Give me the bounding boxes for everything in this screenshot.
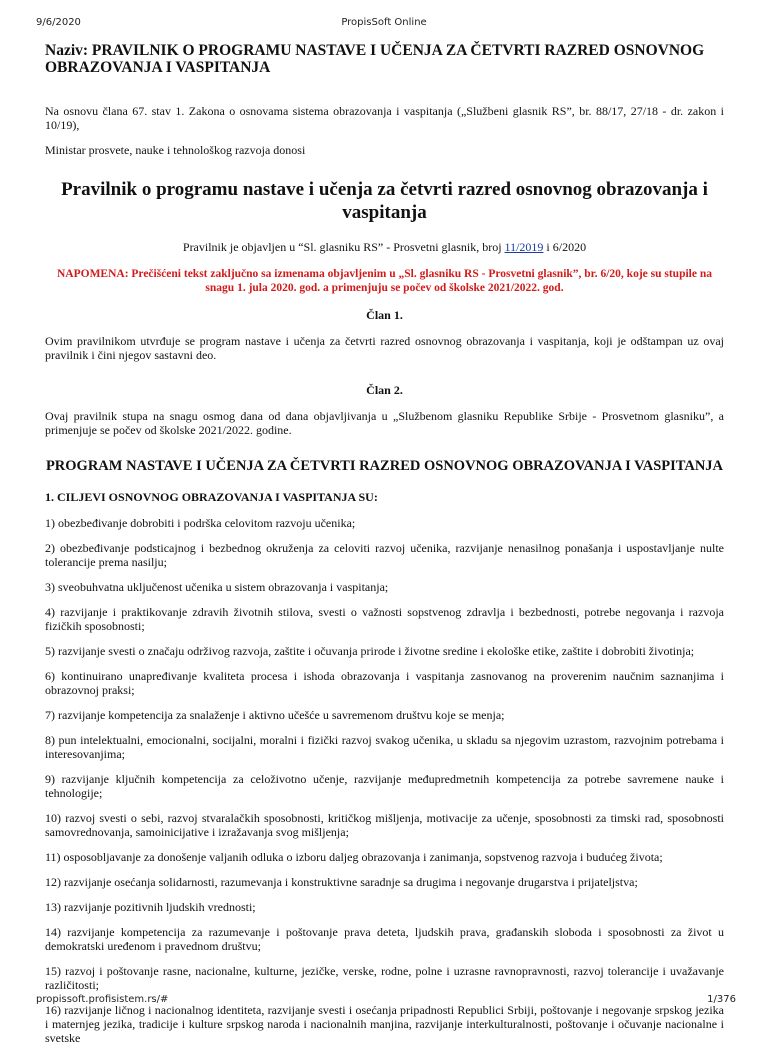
- goal-item: 16) razvijanje ličnog i nacionalnog identiteta, razvijanje svesti i osećanja pripadnosti Republici Srbiji, poštovanje i negovanje srpskog jezika i maternjeg jezika, tradicije i kulture srpskog naroda i nacionalnih manjina, razvijanje interkulturalnosti, poštovanje i očuvanje nacionalne i svetske: [45, 1003, 724, 1045]
- legal-basis: Na osnovu člana 67. stav 1. Zakona o osnovama sistema obrazovanja i vaspitanja („Službeni glasnik RS”, br. 88/17, 27/18 - dr. zakon i 10/19),: [45, 104, 724, 132]
- print-header: [0, 17, 768, 31]
- minister-line: Ministar prosvete, nauke i tehnološkog razvoja donosi: [45, 143, 306, 157]
- article-1-text: Ovim pravilnikom utvrđuje se program nastave i učenja za četvrti razred osnovnog obrazovanja i vaspitanja, koji je odštampan uz ovaj pravilnik i čini njegov sastavni deo.: [45, 334, 724, 362]
- goal-item: 5) razvijanje svesti o značaju održivog razvoja, zaštite i očuvanja prirode i životne sredine i ekološke etike, zaštite i dobrobiti životinja;: [45, 644, 695, 658]
- goal-item: 13) razvijanje pozitivnih ljudskih vrednosti;: [45, 900, 256, 914]
- goal-item: 3) sveobuhvatna uključenost učenika u sistem obrazovanja i vaspitanja;: [45, 580, 389, 594]
- publication-suffix: i 6/2020: [543, 240, 587, 254]
- print-footer-page: 1/376: [707, 994, 736, 1005]
- goal-item: 10) razvoj svesti o sebi, razvoj stvaralačkih sposobnosti, kritičkog mišljenja, motivacije za učenje, sposobnosti za timski rad, sposobnosti samovrednovanja, samoinicijative i izražavanja svog mišljenja;: [45, 811, 724, 839]
- goal-item: 7) razvijanje kompetencija za snalaženje i aktivno učešće u savremenom društvu koje se menja;: [45, 708, 505, 722]
- goal-item: 15) razvoj i poštovanje rasne, nacionalne, kulturne, jezičke, verske, rodne, polne i uzrasne ravnopravnosti, razvoj tolerancije i uvažavanje različitosti;: [45, 964, 724, 992]
- article-2-title: Član 2.: [366, 383, 403, 397]
- goal-item: 4) razvijanje i praktikovanje zdravih životnih stilova, svesti o važnosti sopstvenog zdravlja i bezbednosti, potrebe negovanja i razvoja fizičkih sposobnosti;: [45, 605, 724, 633]
- goals-list: [45, 516, 724, 1045]
- goal-item: 9) razvijanje ključnih kompetencija za celoživotno učenje, razvijanje međupredmetnih kompetencija za potrebe savremene nauke i tehnologije;: [45, 772, 724, 800]
- print-footer: [0, 994, 768, 1008]
- gazette-issue-link[interactable]: 11/2019: [504, 240, 544, 254]
- document-naziv: Naziv: PRAVILNIK O PROGRAMU NASTAVE I UČENJA ZA ČETVRTI RAZRED OSNOVNOG OBRAZOVANJA I VASPITANJA: [45, 42, 705, 76]
- goal-item: 11) osposobljavanje za donošenje valjanih odluka o izboru daljeg obrazovanja i zanimanja, sopstvenog razvoja i budućeg života;: [45, 850, 663, 864]
- goal-item: 14) razvijanje kompetencija za razumevanje i poštovanje prava deteta, ljudskih prava, građanskih sloboda i sposobnosti za život u demokratski uređenom i pravednom društvu;: [45, 925, 724, 953]
- document-body: [45, 42, 724, 1056]
- goal-item: 6) kontinuirano unapređivanje kvaliteta procesa i ishoda obrazovanja i vaspitanja zasnovanog na proverenim naučnim saznanjima i obrazovnoj praksi;: [45, 669, 724, 697]
- goal-item: 8) pun intelektualni, emocionalni, socijalni, moralni i fizički razvoj svakog učenika, u skladu sa njegovim uzrastom, razvojnim potrebama i interesovanjima;: [45, 733, 724, 761]
- goal-item: 12) razvijanje osećanja solidarnosti, razumevanja i konstruktivne saradnje sa drugima i negovanje drugarstva i prijateljstva;: [45, 875, 638, 889]
- print-header-title: PropisSoft Online: [341, 17, 427, 28]
- goal-item: 2) obezbeđivanje podsticajnog i bezbednog okruženja za celoviti razvoj učenika, razvijanje nenasilnog ponašanja i uspostavljanje nulte tolerancije prema nasilju;: [45, 541, 724, 569]
- print-header-date: 9/6/2020: [36, 17, 81, 28]
- article-1-title: Član 1.: [366, 308, 403, 322]
- publication-prefix: Pravilnik je objavljen u “Sl. glasniku RS” - Prosvetni glasnik, broj: [182, 240, 505, 254]
- document-title: Pravilnik o programu nastave i učenja za četvrti razred osnovnog obrazovanja i vaspitanja: [61, 179, 708, 223]
- print-footer-url: propissoft.profisistem.rs/#: [36, 994, 169, 1005]
- article-2-text: Ovaj pravilnik stupa na snagu osmog dana od dana objavljivanja u „Službenom glasniku Republike Srbije - Prosvetnom glasniku”, a primenjuje se počev od školske 2021/2022. godine.: [45, 409, 724, 437]
- section-title: 1. CILJEVI OSNOVNOG OBRAZOVANJA I VASPITANJA SU:: [45, 490, 378, 504]
- goal-item: 1) obezbeđivanje dobrobiti i podrška celovitom razvoju učenika;: [45, 516, 356, 530]
- consolidation-note: NAPOMENA: Prečišćeni tekst zaključno sa izmenama objavljenim u „Sl. glasniku RS - Prosvetni glasnik”, br. 6/20, koje su stupile na snagu 1. jula 2020. god. a primenjuju se počev od školske 2021/2022. god.: [56, 268, 712, 294]
- program-title: PROGRAM NASTAVE I UČENJA ZA ČETVRTI RAZRED OSNOVNOG OBRAZOVANJA I VASPITANJA: [45, 458, 724, 474]
- publication-line: [45, 240, 724, 254]
